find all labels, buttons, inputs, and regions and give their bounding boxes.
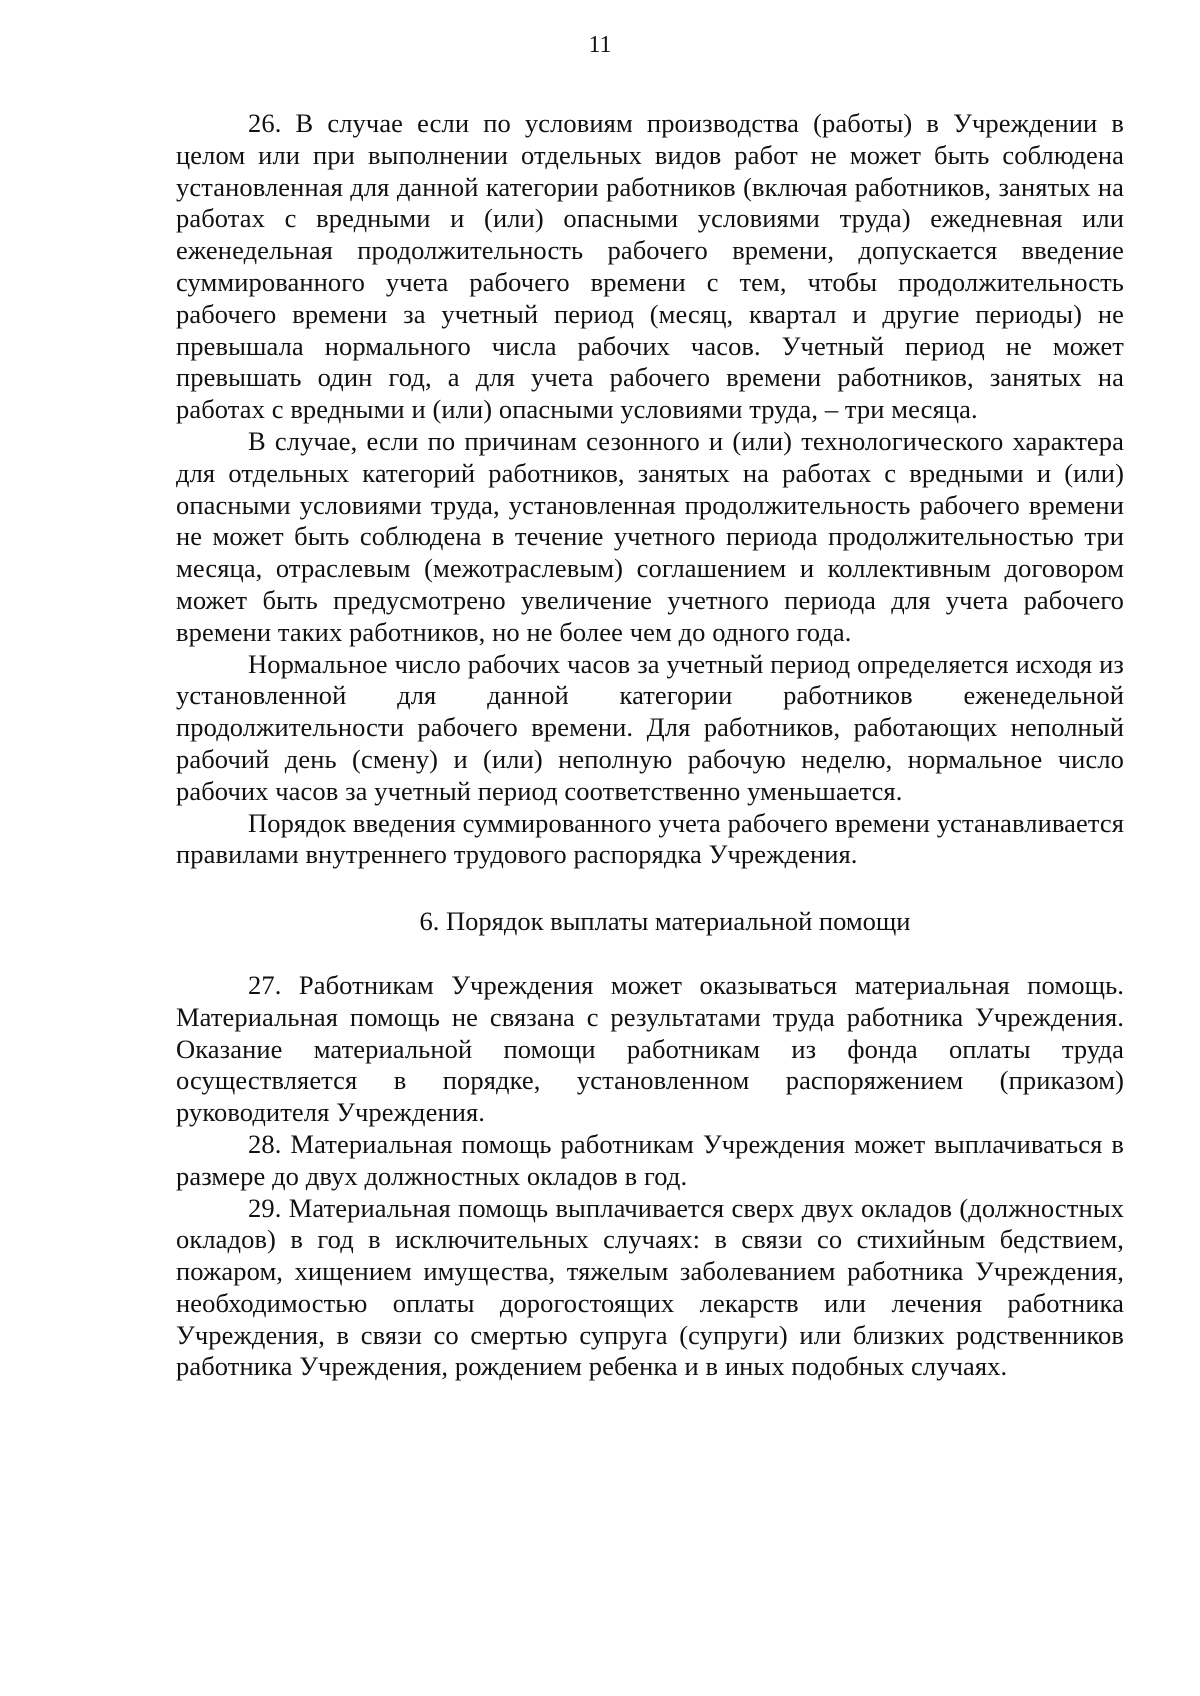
paragraph-26-procedure: Порядок введения суммированного учета рабочего времени устанавливается правилами внутреннего трудового распорядка Учреждения. (176, 807, 1124, 870)
paragraph-26: 26. В случае если по условиям производства (работы) в Учреждении в целом или при выполнении отдельных видов работ не может быть соблюдена установленная для данной категории работников (включая работников, занятых на работах с вредными и (или) опасными условиями труда) ежедневная или еженедельная продолжительность рабочего времени, допускается введение суммированного учета рабочего времени с тем, чтобы продолжительность рабочего времени за учетный период (месяц, квартал и другие периоды) не превышала нормального числа рабочих часов. Учетный период не может превышать один год, а для учета рабочего времени работников, занятых на работах с вредными и (или) опасными условиями труда, – три месяца. (176, 108, 1124, 425)
paragraph-28: 28. Материальная помощь работникам Учреждения может выплачиваться в размере до двух должностных окладов в год. (176, 1128, 1124, 1191)
paragraph-29: 29. Материальная помощь выплачивается сверх двух окладов (должностных окладов) в год в исключительных случаях: в связи со стихийным бедствием, пожаром, хищением имущества, тяжелым заболеванием работника Учреждения, необходимостью оплаты дорогостоящих лекарств или лечения работника Учреждения, в связи со смертью супруга (супруги) или близких родственников работника Учреждения, рождением ребенка и в иных подобных случаях. (176, 1192, 1124, 1382)
paragraph-26-normal-hours: Нормальное число рабочих часов за учетный период определяется исходя из установленной для данной категории работников еженедельной продолжительности рабочего времени. Для работников, работающих неполный рабочий день (смену) и (или) неполную рабочую неделю, нормальное число рабочих часов за учетный период соответственно уменьшается. (176, 648, 1124, 806)
document-body (176, 108, 1124, 1383)
paragraph-27: 27. Работникам Учреждения может оказываться материальная помощь. Материальная помощь не связана с результатами труда работника Учреждения. Оказание материальной помощи работникам из фонда оплаты труда осуществляется в порядке, установленном распоряжением (приказом) руководителя Учреждения. (176, 969, 1124, 1128)
paragraph-26-seasonal: В случае, если по причинам сезонного и (или) технологического характера для отдельных категорий работников, занятых на работах с вредными и (или) опасными условиями труда, установленная продолжительность рабочего времени не может быть соблюдена в течение учетного периода продолжительностью три месяца, отраслевым (межотраслевым) соглашением и коллективным договором может быть предусмотрено увеличение учетного периода для учета рабочего времени таких работников, но не более чем до одного года. (176, 425, 1124, 647)
page-number: 11 (588, 32, 612, 58)
section-title: 6. Порядок выплаты материальной помощи (419, 906, 911, 937)
